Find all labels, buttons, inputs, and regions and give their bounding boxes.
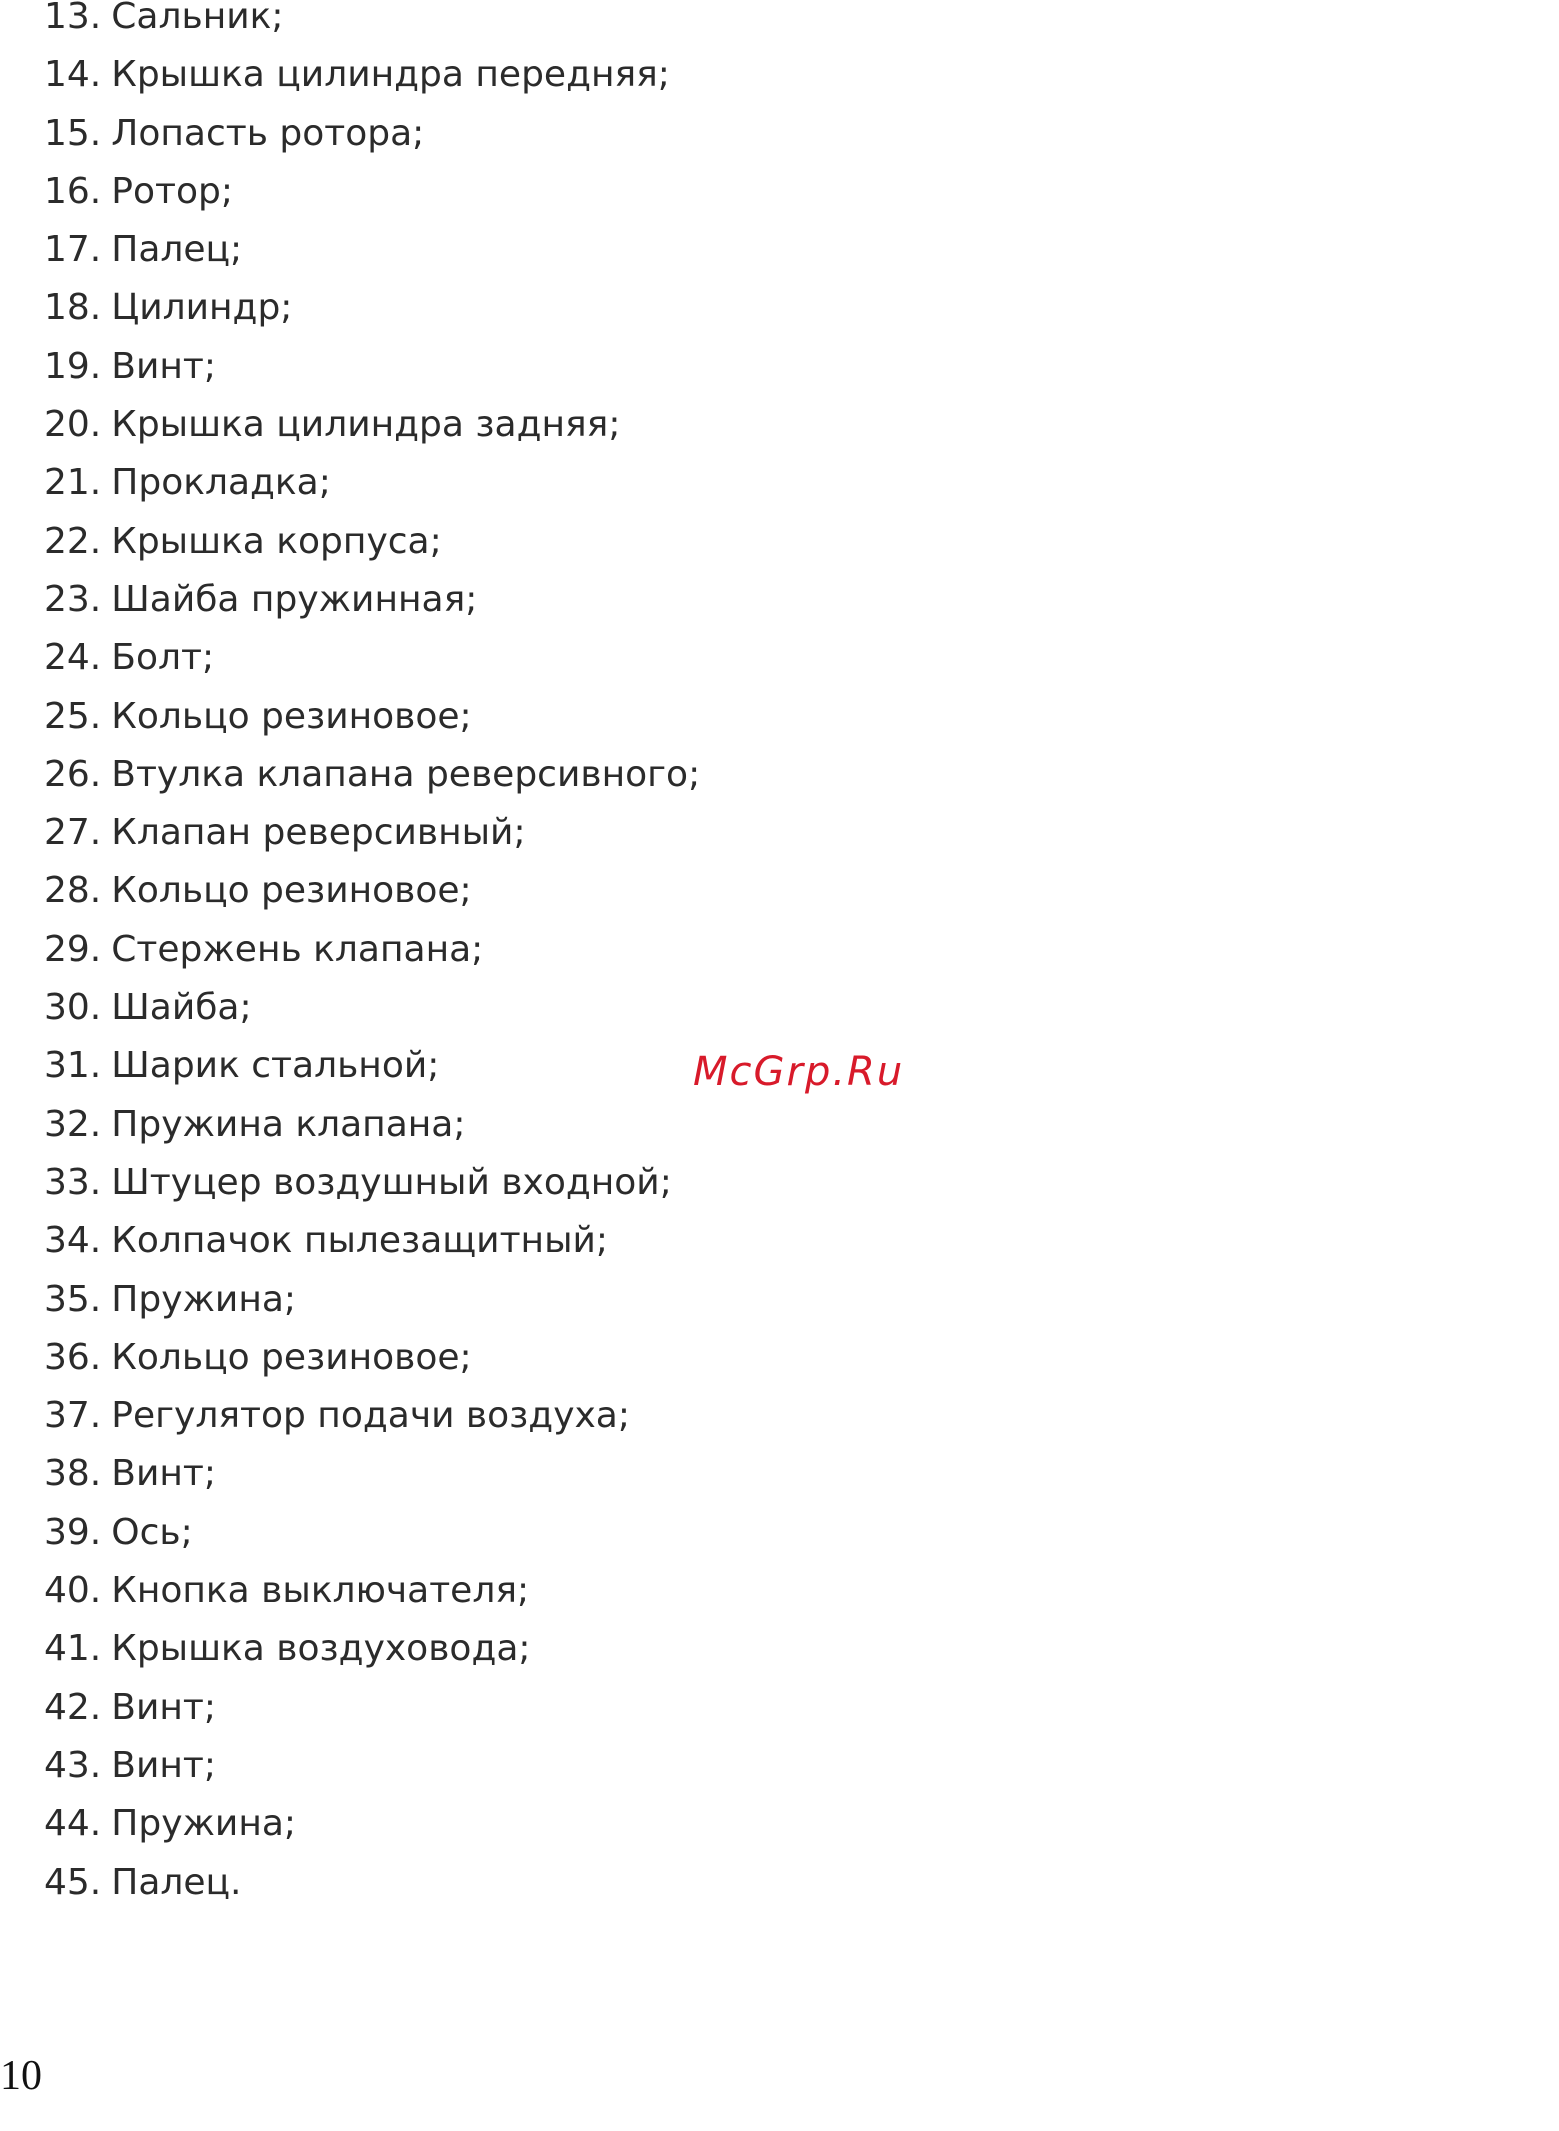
list-item (44, 48, 944, 106)
list-item (44, 1098, 944, 1156)
item-number: 15. (44, 112, 102, 154)
list-item (44, 748, 944, 806)
list-item (44, 1214, 944, 1272)
item-text: Крышка корпуса; (111, 520, 442, 562)
item-number: 41. (44, 1628, 102, 1670)
item-text: Шайба; (111, 987, 252, 1029)
item-text: Цилиндр; (111, 287, 293, 329)
item-number: 19. (44, 345, 102, 387)
item-number: 30. (44, 987, 102, 1029)
item-text: Шарик стальной; (111, 1045, 440, 1087)
list-item (44, 340, 944, 398)
item-number: 13. (44, 0, 102, 37)
item-number: 40. (44, 1570, 102, 1612)
item-number: 36. (44, 1336, 102, 1378)
item-number: 39. (44, 1511, 102, 1553)
item-text: Болт; (111, 637, 215, 679)
list-item (44, 456, 944, 514)
watermark: McGrp.Ru (693, 1049, 905, 1095)
item-text: Палец. (111, 1861, 242, 1903)
page-number: 10 (0, 2053, 42, 2099)
list-item (44, 1156, 944, 1214)
item-text: Штуцер воздушный входной; (111, 1161, 672, 1203)
item-number: 14. (44, 54, 102, 96)
list-item (44, 573, 944, 631)
item-text: Кольцо резиновое; (111, 695, 472, 737)
item-text: Крышка цилиндра задняя; (111, 404, 621, 446)
list-item (44, 223, 944, 281)
list-item (44, 1506, 944, 1564)
list-item (44, 165, 944, 223)
item-text: Ротор; (111, 170, 233, 212)
item-text: Кольцо резиновое; (111, 1336, 472, 1378)
list-item (44, 864, 944, 922)
list-item (44, 1564, 944, 1622)
item-text: Лопасть ротора; (111, 112, 425, 154)
item-number: 42. (44, 1686, 102, 1728)
list-item (44, 0, 944, 48)
item-text: Винт; (111, 1686, 216, 1728)
item-number: 35. (44, 1278, 102, 1320)
item-text: Прокладка; (111, 462, 331, 504)
item-number: 33. (44, 1161, 102, 1203)
item-number: 20. (44, 404, 102, 446)
list-item (44, 1622, 944, 1680)
list-item (44, 281, 944, 339)
item-text: Стержень клапана; (111, 928, 484, 970)
item-text: Втулка клапана реверсивного; (111, 753, 701, 795)
list-item (44, 1681, 944, 1739)
list-item (44, 806, 944, 864)
list-item (44, 1447, 944, 1505)
item-number: 18. (44, 287, 102, 329)
item-number: 37. (44, 1395, 102, 1437)
item-text: Винт; (111, 345, 216, 387)
list-item (44, 981, 944, 1039)
item-number: 28. (44, 870, 102, 912)
list-item (44, 1856, 944, 1914)
item-number: 27. (44, 812, 102, 854)
item-text: Регулятор подачи воздуха; (111, 1395, 630, 1437)
item-number: 23. (44, 578, 102, 620)
item-number: 43. (44, 1744, 102, 1786)
item-number: 45. (44, 1861, 102, 1903)
list-item (44, 690, 944, 748)
list-item (44, 1273, 944, 1331)
item-text: Пружина; (111, 1803, 297, 1845)
list-item (44, 515, 944, 573)
item-text: Винт; (111, 1744, 216, 1786)
list-item (44, 1797, 944, 1855)
item-number: 17. (44, 229, 102, 271)
item-text: Пружина клапана; (111, 1103, 466, 1145)
item-number: 16. (44, 170, 102, 212)
parts-list (44, 0, 944, 1914)
item-number: 44. (44, 1803, 102, 1845)
list-item (44, 398, 944, 456)
item-text: Ось; (111, 1511, 193, 1553)
item-number: 26. (44, 753, 102, 795)
item-number: 29. (44, 928, 102, 970)
item-number: 31. (44, 1045, 102, 1087)
list-item (44, 1389, 944, 1447)
item-number: 34. (44, 1220, 102, 1262)
item-text: Колпачок пылезащитный; (111, 1220, 609, 1262)
item-number: 22. (44, 520, 102, 562)
list-item (44, 107, 944, 165)
item-text: Крышка воздуховода; (111, 1628, 531, 1670)
item-text: Кольцо резиновое; (111, 870, 472, 912)
list-item (44, 1331, 944, 1389)
list-item (44, 923, 944, 981)
item-text: Пружина; (111, 1278, 297, 1320)
item-text: Винт; (111, 1453, 216, 1495)
item-text: Крышка цилиндра передняя; (111, 54, 670, 96)
item-number: 32. (44, 1103, 102, 1145)
item-number: 25. (44, 695, 102, 737)
list-item (44, 631, 944, 689)
item-number: 38. (44, 1453, 102, 1495)
list-item (44, 1739, 944, 1797)
item-number: 24. (44, 637, 102, 679)
item-number: 21. (44, 462, 102, 504)
item-text: Палец; (111, 229, 243, 271)
item-text: Клапан реверсивный; (111, 812, 526, 854)
item-text: Шайба пружинная; (111, 578, 478, 620)
item-text: Кнопка выключателя; (111, 1570, 530, 1612)
item-text: Сальник; (111, 0, 284, 37)
